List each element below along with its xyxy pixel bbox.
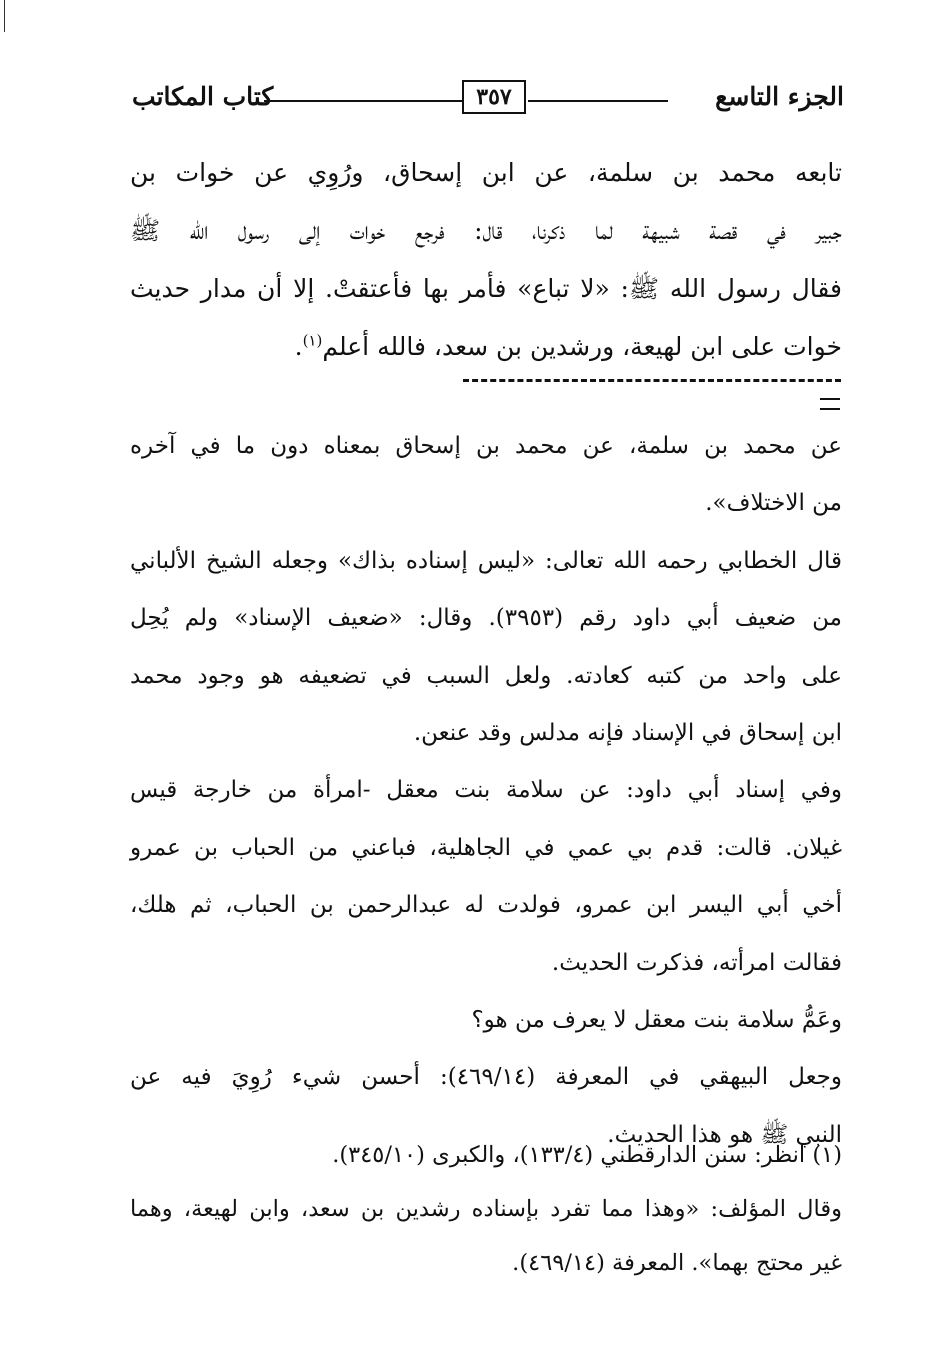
main-line [130, 318, 842, 376]
continued-note [130, 418, 842, 1164]
note-line: أخي أبي اليسر ابن عمرو، فولدت له عبدالرحمن بن الحباب، ثم هلك، [130, 892, 842, 919]
note-line: وفي إسناد أبي داود: عن سلامة بنت معقل -امرأة من خارجة قيس [130, 777, 842, 804]
main-line: جبير في قصة شبيهة لما ذكرنا، قال: فرجع خوات إلى رسول الله ﷺ [130, 216, 842, 245]
running-header [132, 78, 844, 124]
header-part-title: الجزء التاسع [715, 82, 844, 111]
scan-edge-mark [4, 0, 5, 32]
page-number-box: ٣٥٧ [462, 80, 526, 114]
note-line: النبي ﷺ هو هذا الحديث. [607, 1121, 842, 1148]
main-text [130, 144, 842, 376]
header-rule-left [264, 100, 462, 102]
note-line: على واحد من كتبه كعادته. ولعل السبب في تضعيفه هو وجود محمد [130, 662, 843, 689]
footnote-line: وقال المؤلف: «وهذا مما تفرد بإسناده رشدين بن سعد، وابن لهيعة، وهما [130, 1196, 842, 1222]
note-line: قال الخطابي رحمه الله تعالى: «ليس إسناده بذاك» وجعله الشيخ الألباني [130, 547, 842, 574]
header-rule-right [528, 100, 668, 102]
section-separator [463, 379, 841, 382]
note-line: ابن إسحاق في الإسناد فإنه مدلس وقد عنعن. [413, 719, 842, 746]
note-line: من ضعيف أبي داود رقم (٣٩٥٣). وقال: «ضعيف الإسناد» ولم يُحِل [130, 605, 842, 632]
main-line: تابعه محمد بن سلمة، عن ابن إسحاق، ورُوِي عن خوات بن [130, 158, 842, 187]
footnote-ref: (١) [302, 331, 323, 350]
note-line: غيلان. قالت: قدم بي عمي في الجاهلية، فباعني من الحباب بن عمرو [130, 834, 842, 861]
note-line: من الاختلاف». [705, 490, 842, 517]
main-line-end: . [294, 332, 303, 361]
footnotes [130, 1128, 842, 1290]
main-line-text: خوات على ابن لهيعة، ورشدين بن سعد، فالله أعلم [322, 332, 842, 361]
footnote-line: (١) انظر: سنن الدارقطني (١٣٣/٤)، والكبرى (٣٤٥/١٠). [332, 1142, 842, 1168]
footnote-line: غير محتج بهما». المعرفة (٤٦٩/١٤). [512, 1250, 842, 1276]
note-line: فقالت امرأته، فذكرت الحديث. [551, 949, 842, 976]
continuation-mark [820, 398, 840, 410]
note-line: وعَمُّ سلامة بنت معقل لا يعرف من هو؟ [471, 1006, 842, 1033]
main-line: فقال رسول الله ﷺ: «لا تباع» فأمر بها فأعتقتْ. إلا أن مدار حديث [130, 274, 842, 303]
note-line: عن محمد بن سلمة، عن محمد بن إسحاق بمعناه دون ما في آخره [130, 433, 842, 459]
note-line: وجعل البيهقي في المعرفة (٤٦٩/١٤): أحسن شيء رُوِيَ فيه عن [130, 1064, 842, 1091]
header-chapter-title: كتاب المكاتب [132, 82, 274, 111]
